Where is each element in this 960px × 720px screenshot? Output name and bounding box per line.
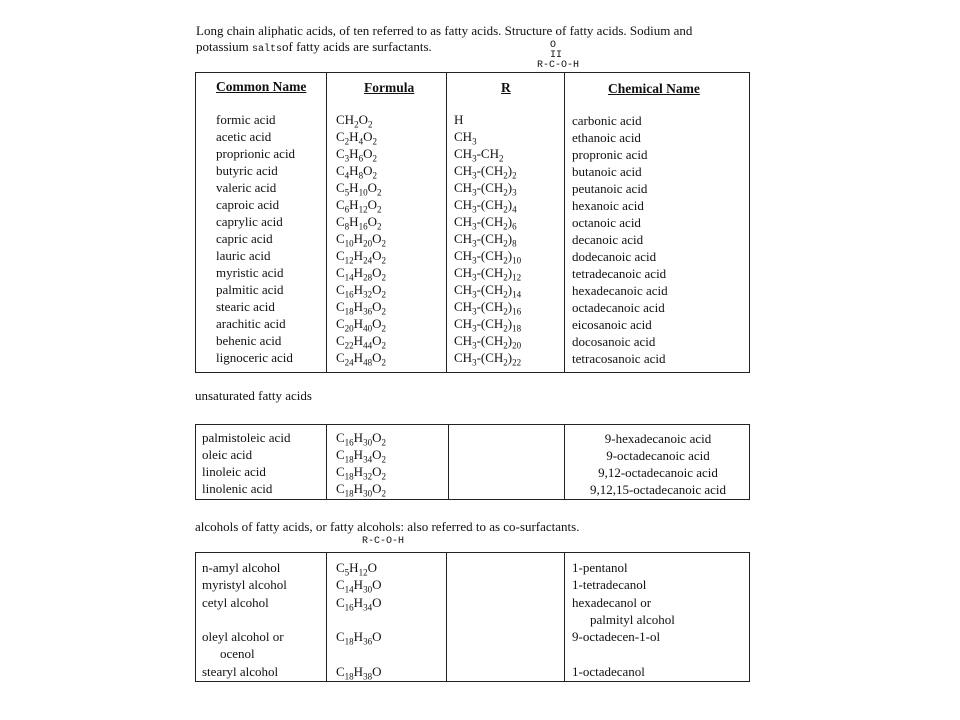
formula-cell: $C_{18}H_{36}O_2$ — [336, 299, 386, 317]
chemical-name-cell: tetracosanoic acid — [572, 351, 666, 366]
formula-cell: $CH_2O_2$ — [336, 112, 373, 130]
common-name-cell: valeric acid — [216, 180, 277, 195]
unsaturated-common-name-column — [202, 429, 290, 497]
common-name-cell: palmitic acid — [216, 282, 284, 297]
r-group-cell: $CH_3$ — [454, 129, 477, 147]
alcohol-common-name-cell: n-amyl alcohol — [202, 560, 281, 575]
r-group-cell: $CH_3-(CH_2)_3$ — [454, 180, 517, 198]
structure-formula: R-C-O-H — [537, 60, 580, 71]
r-group-cell: $CH_3-(CH_2)_8$ — [454, 231, 517, 249]
unsaturated-common-name-cell: oleic acid — [202, 447, 253, 462]
header-r: R — [501, 80, 511, 95]
chemical-name-cell: octanoic acid — [572, 215, 641, 230]
formula-cell: $C_3H_6O_2$ — [336, 146, 377, 164]
alcohol-chemical-name-cell: hexadecanol or — [572, 594, 652, 610]
unsaturated-chemical-name-cell: 9,12-octadecanoic acid — [598, 465, 718, 480]
common-name-cell: caproic acid — [216, 197, 280, 212]
common-name-cell: formic acid — [216, 112, 276, 127]
chemical-name-cell: decanoic acid — [572, 232, 644, 247]
header-formula: Formula — [364, 80, 415, 95]
r-group-cell: $CH_3-CH_2$ — [454, 146, 504, 164]
unsaturated-common-name-cell: linolenic acid — [202, 481, 273, 496]
unsaturated-common-name-cell: linoleic acid — [202, 464, 266, 479]
formula-cell: $C_{12}H_{24}O_2$ — [336, 248, 386, 266]
r-group-cell: $CH_3-(CH_2)_{22}$ — [454, 350, 522, 368]
common-name-cell: stearic acid — [216, 299, 275, 314]
formula-cell: $C_5H_{10}O_2$ — [336, 180, 382, 198]
chemical-name-cell: docosanoic acid — [572, 334, 656, 349]
alcohol-common-name-cell — [202, 611, 287, 628]
chemical-name-cell: tetradecanoic acid — [572, 266, 667, 281]
unsaturated-chemical-name-cell: 9,12,15-octadecanoic acid — [589, 482, 727, 497]
common-name-cell: arachitic acid — [216, 316, 286, 331]
common-name-cell: acetic acid — [216, 129, 272, 144]
formula-cell: $C_8H_{16}O_2$ — [336, 214, 382, 232]
alcohol-chemical-name-cell: 1-pentanol — [572, 560, 628, 575]
chemical-name-cell: hexadecanoic acid — [572, 283, 668, 298]
chemical-name-cell: carbonic acid — [572, 113, 642, 128]
formula-cell: $C_4H_8O_2$ — [336, 163, 377, 181]
alcohol-chemical-name-cell: 1-tetradecanol — [572, 577, 647, 593]
alcohol-common-name-cell: cetyl alcohol — [202, 594, 269, 610]
r-group-cell: $CH_3-(CH_2)_6$ — [454, 214, 517, 232]
chemical-name-cell: peutanoic acid — [572, 181, 648, 196]
alcohol-common-name-cell: myristyl alcohol — [202, 577, 287, 593]
intro-line-2 — [196, 39, 432, 58]
saturated-fatty-acids-table — [195, 72, 750, 373]
chemical-name-cell: ethanoic acid — [572, 130, 641, 145]
intro-line-2-mono: salts — [251, 44, 282, 55]
alcohol-common-name-column — [202, 559, 287, 680]
alcohol-chemical-name-cell: palmityl alcohol — [590, 611, 675, 627]
alcohol-chemical-name-cell — [572, 645, 675, 662]
common-name-cell: butyric acid — [216, 163, 278, 178]
unsaturated-common-name-cell: palmistoleic acid — [202, 430, 291, 445]
fatty-alcohols-table — [195, 552, 750, 682]
r-group-cell: $CH_3-(CH_2)_{14}$ — [454, 282, 522, 300]
intro-line-2-suffix: of fatty acids are surfactants. — [282, 39, 432, 54]
alcohol-chemical-name-column — [572, 559, 675, 680]
formula-cell: $C_{16}H_{32}O_2$ — [336, 282, 386, 300]
r-group-cell: $CH_3-(CH_2)_{12}$ — [454, 265, 522, 283]
alcohol-chemical-name-cell: 1-octadecanol — [572, 663, 645, 679]
section-title-unsaturated: unsaturated fatty acids — [195, 388, 312, 403]
unsaturated-formula-cell: $C_{18}H_{32}O_2$ — [336, 464, 386, 482]
alcohol-formula-cell — [336, 611, 381, 628]
alcohol-common-name-cell: oleyl alcohol or — [202, 629, 284, 645]
unsaturated-formula-cell: $C_{16}H_{30}O_2$ — [336, 430, 386, 448]
chemical-name-column — [572, 112, 668, 367]
formula-cell: $C_6H_{12}O_2$ — [336, 197, 382, 215]
alcohol-structure-formula: R-C-O-H — [362, 536, 405, 547]
formula-cell: $C_{10}H_{20}O_2$ — [336, 231, 386, 249]
unsaturated-chemical-name-cell: 9-octadecanoic acid — [606, 448, 710, 463]
header-chemical-name: Chemical Name — [608, 81, 700, 96]
alcohol-formula-cell: $C_{18}H_{36}O$ — [336, 629, 382, 647]
r-group-column — [454, 111, 521, 366]
unsaturated-chemical-name-cell: 9-hexadecanoic acid — [604, 431, 712, 446]
chemical-name-cell: propronic acid — [572, 147, 648, 162]
common-name-cell: caprylic acid — [216, 214, 283, 229]
r-group-cell: $CH_3-(CH_2)_{18}$ — [454, 316, 522, 334]
chemical-name-cell: eicosanoic acid — [572, 317, 652, 332]
formula-cell: $C_2H_4O_2$ — [336, 129, 377, 147]
chemical-name-cell: hexanoic acid — [572, 198, 644, 213]
r-group-cell: $CH_3-(CH_2)_{16}$ — [454, 299, 522, 317]
common-name-cell: behenic acid — [216, 333, 282, 348]
chemical-name-cell: dodecanoic acid — [572, 249, 657, 264]
chemical-name-cell: octadecanoic acid — [572, 300, 665, 315]
alcohol-formula-cell — [336, 645, 381, 662]
chemical-name-cell: butanoic acid — [572, 164, 642, 179]
r-group-cell: $CH_3-(CH_2)_{10}$ — [454, 248, 522, 266]
common-name-column — [216, 111, 295, 366]
header-common-name: Common Name — [216, 79, 307, 94]
common-name-cell: lauric acid — [216, 248, 271, 263]
common-name-cell: lignoceric acid — [216, 350, 293, 365]
formula-column — [336, 111, 386, 366]
alcohol-common-name-cell: stearyl alcohol — [202, 663, 279, 679]
section-title-fatty-alcohols: alcohols of fatty acids, or fatty alcohols: also referred to as co-surfactants. — [195, 519, 580, 534]
intro-line-2-prefix: potassium — [196, 39, 252, 54]
alcohol-formula-cell: $C_{18}H_{38}O$ — [336, 663, 382, 682]
formula-cell: $C_{24}H_{48}O_2$ — [336, 350, 386, 368]
alcohol-formula-cell: $C_5H_{12}O$ — [336, 560, 377, 578]
r-group-cell: $CH_3-(CH_2)_2$ — [454, 163, 517, 181]
unsaturated-formula-column — [336, 429, 386, 497]
unsaturated-formula-cell: $C_{18}H_{34}O_2$ — [336, 447, 386, 465]
common-name-cell: myristic acid — [216, 265, 284, 280]
alcohol-formula-cell: $C_{16}H_{34}O$ — [336, 594, 382, 613]
formula-cell: $C_{14}H_{28}O_2$ — [336, 265, 386, 283]
structure-oxygen: O — [550, 40, 557, 51]
unsaturated-fatty-acids-table — [195, 424, 750, 500]
formula-cell: $C_{20}H_{40}O_2$ — [336, 316, 386, 334]
common-name-cell: capric acid — [216, 231, 273, 246]
r-group-cell: $CH_3-(CH_2)_{20}$ — [454, 333, 522, 351]
r-group-cell: H — [454, 112, 464, 127]
alcohol-formula-column — [336, 559, 381, 680]
alcohol-formula-cell: $C_{14}H_{30}O$ — [336, 577, 382, 595]
structure-double-bond: II — [550, 50, 563, 61]
intro-line-1: Long chain aliphatic acids, of ten referred to as fatty acids. Structure of fatty acids. Sodium and — [196, 23, 693, 38]
common-name-cell: proprionic acid — [216, 146, 296, 161]
unsaturated-formula-cell: $C_{18}H_{30}O_2$ — [336, 481, 386, 499]
alcohol-chemical-name-cell: 9-octadecen-1-ol — [572, 629, 661, 645]
r-group-cell: $CH_3-(CH_2)_4$ — [454, 197, 517, 215]
unsaturated-chemical-name-column — [568, 430, 748, 498]
formula-cell: $C_{22}H_{44}O_2$ — [336, 333, 386, 351]
alcohol-common-name-cell: ocenol — [220, 646, 255, 662]
